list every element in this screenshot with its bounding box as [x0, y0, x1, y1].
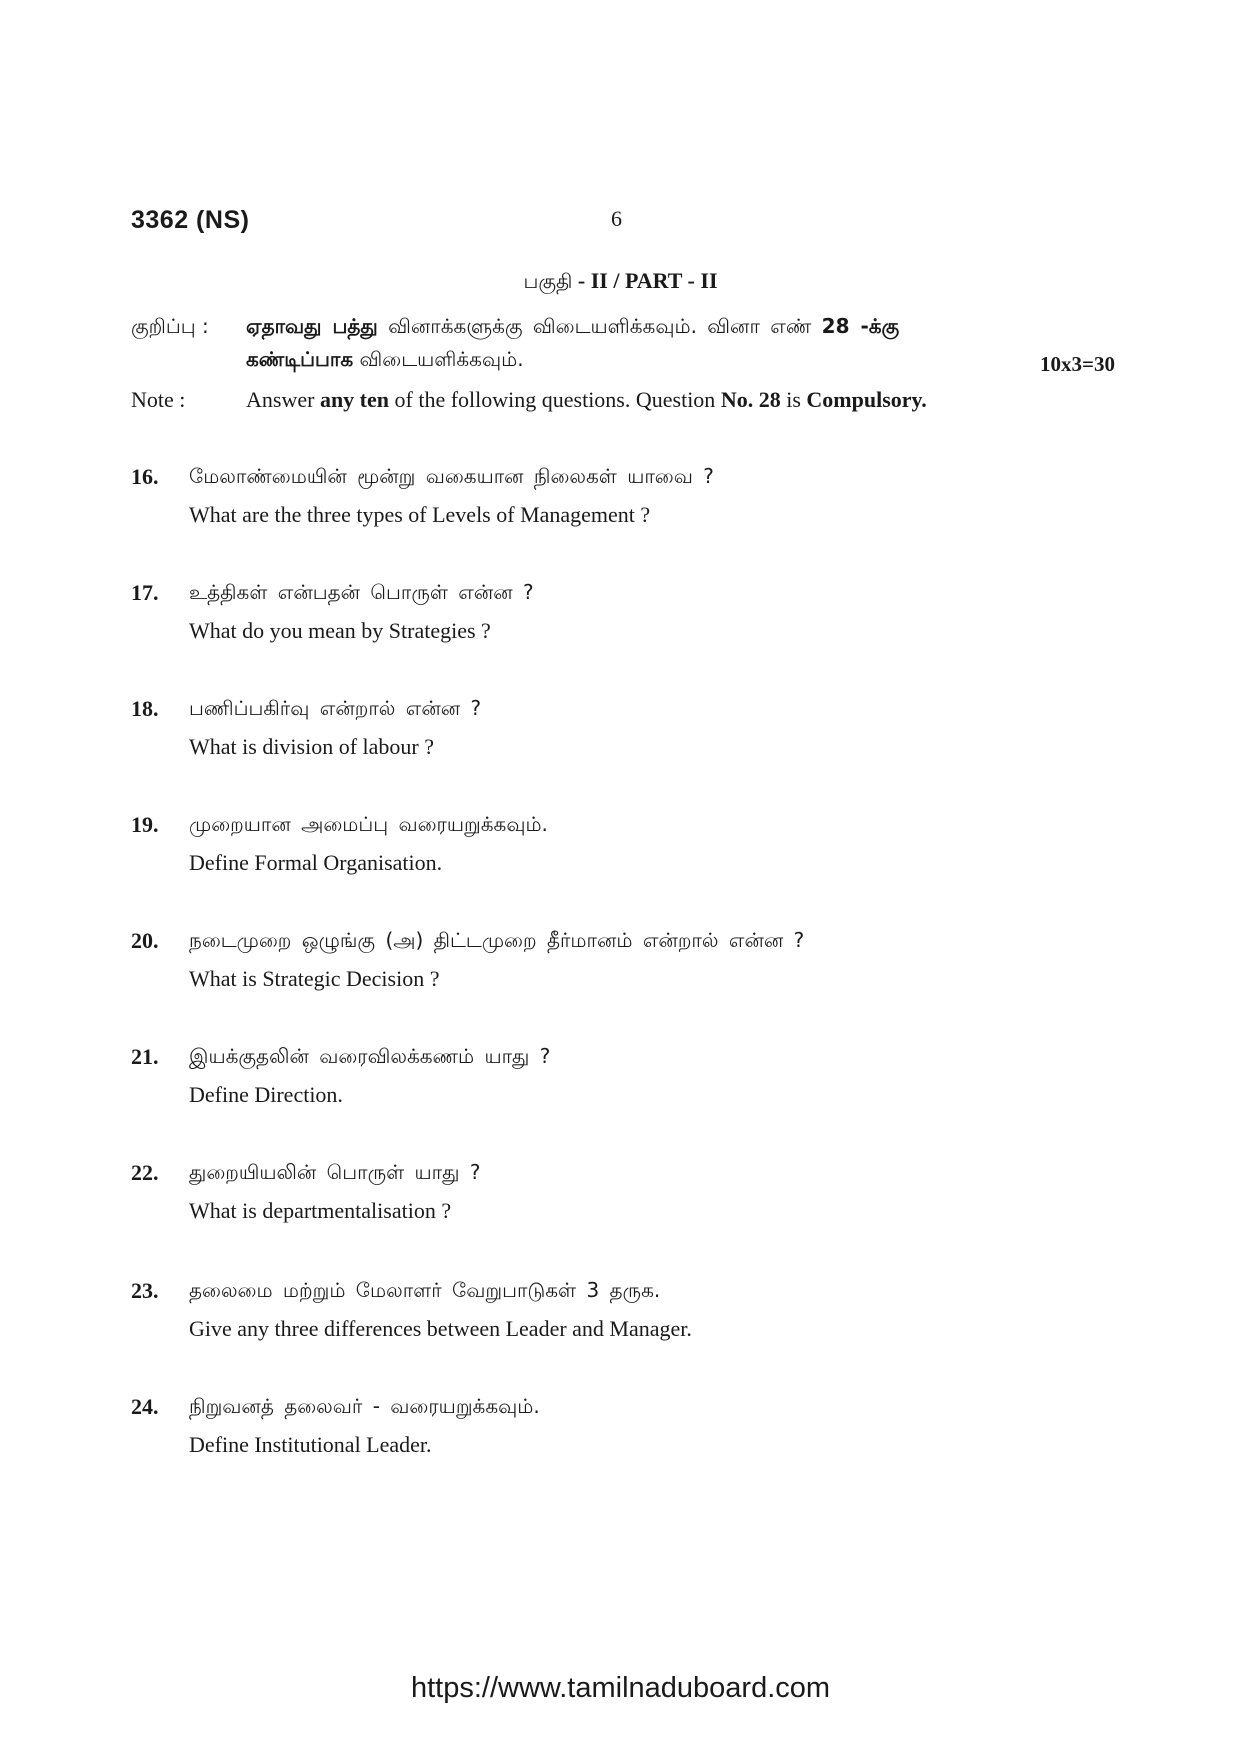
tamil-note-line1 — [246, 314, 899, 341]
paper-code: 3362 (NS) — [131, 206, 250, 234]
question-tamil: முறையான அமைப்பு வரையறுக்கவும். — [189, 812, 548, 836]
english-note-compulsory: Compulsory. — [806, 387, 927, 412]
marks-allocation: 10x3=30 — [1040, 352, 1115, 376]
question-21 — [131, 1044, 1111, 1124]
question-english: What is division of labour ? — [189, 734, 435, 759]
question-english: Give any three differences between Leader and Manager. — [189, 1316, 692, 1341]
question-number: 16. — [131, 464, 159, 489]
question-17 — [131, 580, 1111, 660]
question-22 — [131, 1160, 1111, 1240]
question-number: 21. — [131, 1044, 159, 1069]
question-19 — [131, 812, 1111, 892]
question-number: 18. — [131, 696, 159, 721]
tamil-note-line2 — [246, 347, 524, 374]
english-note-part1: Answer — [246, 387, 320, 412]
question-tamil: இயக்குதலின் வரைவிலக்கணம் யாது ? — [189, 1044, 551, 1068]
tamil-note-label: குறிப்பு : — [131, 314, 209, 338]
english-note-part2: of the following questions. Question — [389, 387, 721, 412]
question-number: 24. — [131, 1394, 159, 1419]
english-note-number: No. 28 — [720, 387, 781, 412]
question-18 — [131, 696, 1111, 776]
tamil-note-number: 28 -க்கு — [821, 314, 900, 338]
question-20 — [131, 928, 1111, 1008]
english-note-any-ten: any ten — [319, 387, 389, 412]
question-english: Define Direction. — [189, 1082, 343, 1107]
question-english: What do you mean by Strategies ? — [189, 618, 491, 643]
question-number: 17. — [131, 580, 159, 605]
question-tamil: தலைமை மற்றும் மேலாளர் வேறுபாடுகள் 3 தருக. — [189, 1278, 661, 1302]
question-english: Define Institutional Leader. — [189, 1432, 432, 1457]
tamil-note-answer-text2: விடையளிக்கவும். — [353, 347, 524, 371]
question-tamil: துறையியலின் பொருள் யாது ? — [189, 1160, 481, 1184]
question-tamil: நிறுவனத் தலைவர் - வரையறுக்கவும். — [189, 1394, 540, 1418]
question-tamil: உத்திகள் என்பதன் பொருள் என்ன ? — [189, 580, 534, 604]
english-note-label: Note : — [131, 387, 186, 412]
footer-url-link[interactable]: https://www.tamilnaduboard.com — [410, 1672, 831, 1704]
question-16 — [131, 464, 1111, 544]
question-24 — [131, 1394, 1111, 1474]
question-number: 22. — [131, 1160, 159, 1185]
question-english: Define Formal Organisation. — [189, 850, 443, 875]
part-heading-english: - II / PART - II — [572, 268, 718, 293]
question-tamil: மேலாண்மையின் மூன்று வகையான நிலைகள் யாவை ? — [189, 464, 714, 488]
question-tamil: நடைமுறை ஒழுங்கு (அ) திட்டமுறை தீர்மானம் என்றால் என்ன ? — [189, 928, 805, 952]
question-english: What is Strategic Decision ? — [189, 966, 440, 991]
tamil-note-answer-text: வினாக்களுக்கு விடையளிக்கவும். வினா எண் — [377, 314, 822, 338]
question-number: 20. — [131, 928, 159, 953]
question-number: 19. — [131, 812, 159, 837]
part-heading-tamil: பகுதி — [523, 269, 573, 293]
tamil-note-compulsory: கண்டிப்பாக — [246, 347, 354, 371]
question-english: What is departmentalisation ? — [189, 1198, 452, 1223]
page-number: 6 — [611, 206, 622, 231]
question-number: 23. — [131, 1278, 159, 1303]
english-note-text — [246, 387, 927, 413]
part-heading — [0, 268, 1241, 296]
english-note-part3: is — [780, 387, 807, 412]
question-tamil: பணிப்பகிர்வு என்றால் என்ன ? — [189, 696, 482, 720]
tamil-note-any-ten: ஏதாவது பத்து — [246, 314, 378, 338]
question-english: What are the three types of Levels of Management ? — [189, 502, 651, 527]
question-23 — [131, 1278, 1111, 1358]
